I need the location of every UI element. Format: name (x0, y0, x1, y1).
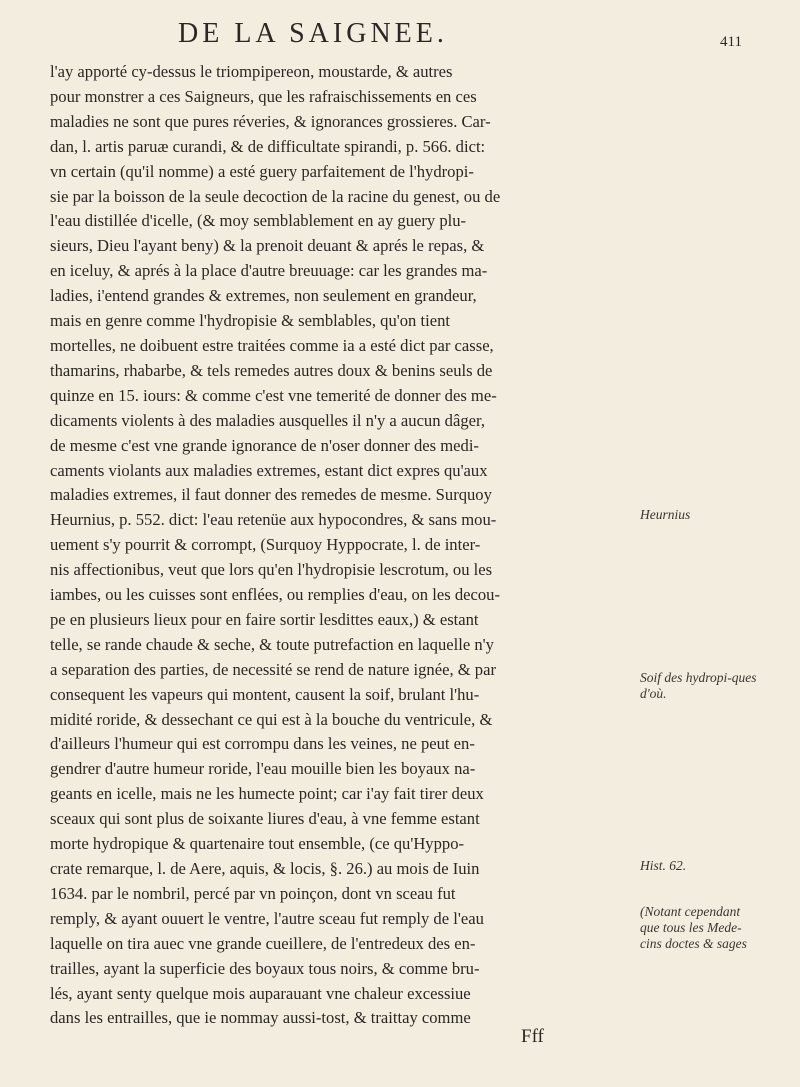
text-line: laquelle on tira auec vne grande cueillere, de l'entredeux des en- (50, 933, 476, 953)
text-line: 1634. par le nombril, percé par vn poinçon, dont vn sceau fut (50, 883, 456, 903)
text-line: iambes, ou les cuisses sont enflées, ou remplies d'eau, on les decou- (50, 585, 500, 605)
text-line: a separation des parties, de necessité se rend de nature ignée, & par (50, 659, 496, 679)
text-line: pour monstrer a ces Saigneurs, que les rafraischissements en ces (50, 86, 477, 106)
text-line: pe en plusieurs lieux pour en faire sortir lesdittes eaux,) & estant (50, 609, 479, 629)
text-line: en iceluy, & aprés à la place d'autre breuuage: car les grandes ma- (50, 261, 488, 281)
page-number: 411 (720, 34, 742, 50)
text-line: mais en genre comme l'hydropisie & semblables, qu'on tient (50, 311, 450, 331)
text-line: sceaux qui sont plus de soixante liures d'eau, à vne femme estant (50, 809, 480, 829)
text-line: uement s'y pourrit & corrompt, (Surquoy Hyppocrate, l. de inter- (50, 535, 481, 555)
signature-mark: Fff (521, 1026, 544, 1047)
text-line: geants en icelle, mais ne les humecte point; car i'ay fait tirer deux (50, 784, 484, 804)
margin-note-hist: Hist. 62. (640, 858, 687, 873)
text-line: dicaments violents à des maladies ausquelles il n'y a aucun dâger, (50, 410, 486, 430)
margin-note-heurnius: Heurnius (640, 507, 691, 522)
text-line: maladies ne sont que pures réveries, & ignorances grossieres. Car- (50, 111, 491, 131)
text-line: de mesme c'est vne grande ignorance de n'oser donner des medi- (50, 435, 479, 455)
text-line: ladies, i'entend grandes & extremes, non seulement en grandeur, (50, 286, 477, 306)
text-line: gendrer d'autre humeur roride, l'eau mouille bien les boyaux na- (50, 759, 476, 779)
text-line: trailles, ayant la superficie des boyaux tous noirs, & comme bru- (50, 958, 480, 978)
text-line: vn certain (qu'il nomme) a esté guery parfaitement de l'hydropi- (50, 161, 474, 181)
text-line: sie par la boisson de la seule decoction de la racine du genest, ou de (50, 186, 501, 206)
text-line: consequent les vapeurs qui montent, causent la soif, brulant l'hu- (50, 684, 480, 704)
text-line: Heurnius, p. 552. dict: l'eau retenüe aux hypocondres, & sans mou- (50, 510, 497, 530)
text-line: sieurs, Dieu l'ayant beny) & la prenoit deuant & aprés le repas, & (50, 236, 485, 256)
body-text (50, 60, 610, 1031)
text-line: morte hydropique & quartenaire tout ensemble, (ce qu'Hyppo- (50, 834, 465, 854)
text-line: dans les entrailles, que ie nommay aussi-tost, & traittay comme (50, 1008, 471, 1028)
text-line: caments violants aux maladies extremes, estant dict expres qu'aux (50, 460, 488, 480)
text-line: dan, l. artis paruæ curandi, & de difficultate spirandi, p. 566. dict: (50, 136, 486, 156)
text-line: nis affectionibus, veut que lors qu'en l'hydropisie lescrotum, ou les (50, 560, 493, 580)
text-line: d'ailleurs l'humeur qui est corrompu dans les veines, ne peut en- (50, 734, 475, 754)
text-line: maladies extremes, il faut donner des remedes de mesme. Surquoy (50, 485, 492, 505)
text-line: quinze en 15. iours: & comme c'est vne temerité de donner des me- (50, 385, 497, 405)
text-line: mortelles, ne doibuent estre traitées comme ia a esté dict par casse, (50, 335, 494, 355)
text-line: midité roride, & dessechant ce qui est à la bouche du ventricule, & (50, 709, 493, 729)
text-line: l'eau distillée d'icelle, (& moy semblablement en ay guery plu- (50, 211, 467, 231)
text-line: l'ay apporté cy-dessus le triompipereon, moustarde, & autres (50, 62, 453, 81)
text-line: thamarins, rhabarbe, & tels remedes autres doux & benins seuls de (50, 360, 493, 380)
text-line: telle, se rande chaude & seche, & toute putrefaction en laquelle n'y (50, 634, 494, 654)
margin-note-notant: (Notant cependant que tous les Mede-cins doctes & sages (640, 904, 747, 951)
running-head: DE LA SAIGNEE. (178, 18, 448, 49)
text-line: lés, ayant senty quelque mois auparauant vne chaleur excessiue (50, 983, 471, 1003)
margin-note-soif: Soif des hydropi-ques d'où. (640, 670, 757, 701)
text-line: remply, & ayant ouuert le ventre, l'autre sceau fut remply de l'eau (50, 908, 484, 928)
text-line: crate remarque, l. de Aere, aquis, & locis, §. 26.) au mois de Iuin (50, 859, 480, 878)
